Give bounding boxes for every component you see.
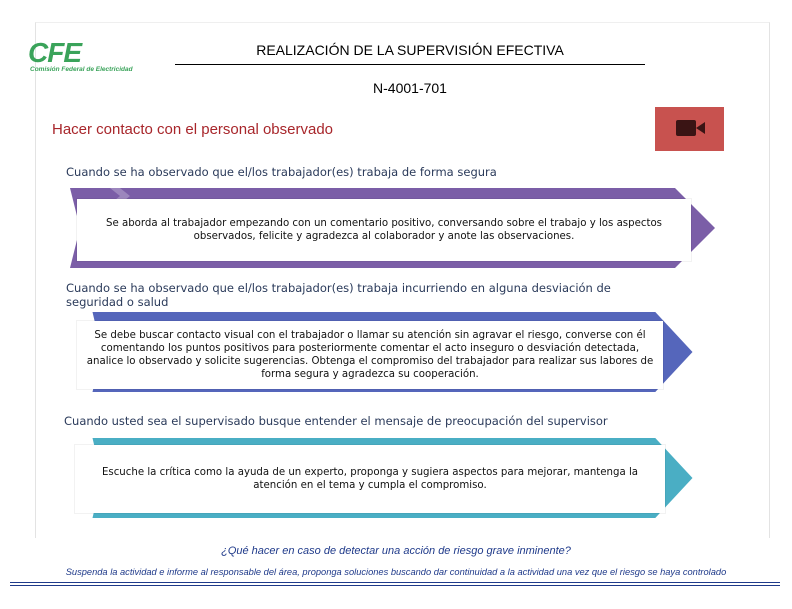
document-title: REALIZACIÓN DE LA SUPERVISIÓN EFECTIVA (256, 42, 564, 58)
case-label-deviation: Cuando se ha observado que el/los trabajador(es) trabaja incurriendo en alguna desviación de seguridad o salud (66, 281, 611, 309)
document-code: N-4001-701 (373, 80, 447, 96)
title-divider (175, 64, 645, 65)
cfe-logo (28, 37, 133, 78)
logo-subtitle: Comisión Federal de Electricidad (30, 66, 133, 73)
footer-divider-2 (10, 585, 780, 586)
case-label-supervised: Cuando usted sea el supervisado busque entender el mensaje de preocupación del supervisor (64, 414, 608, 428)
case-label-safe: Cuando se ha observado que el/los trabajador(es) trabaja de forma segura (66, 165, 497, 179)
footer-question: ¿Qué hacer en caso de detectar una acción de riesgo grave inminente? (221, 545, 571, 557)
footer-divider (10, 582, 780, 583)
case-text-supervised: Escuche la crítica como la ayuda de un experto, proponga y sugiera aspectos para mejorar, mantenga la atención en el tema y cumpla el compromiso. (75, 445, 665, 513)
case-text-safe: Se aborda al trabajador empezando con un comentario positivo, conversando sobre el trabajo y los aspectos observados, felicite y agradezca al colaborador y anote las observaciones. (77, 199, 691, 261)
footer-answer: Suspenda la actividad e informe al responsable del área, proponga soluciones buscando dar continuidad a la actividad una vez que el riesgo se haya controlado (65, 567, 727, 577)
section-title: Hacer contacto con el personal observado (52, 121, 334, 138)
video-button[interactable] (655, 107, 724, 151)
case-text-deviation: Se debe buscar contacto visual con el trabajador o llamar su atención sin agravar el riesgo, converse con él comentando los puntos positivos para posteriormente comentar el acto inseguro o desviación detectada, analice lo observado y solicite sugerencias. Obtenga el compromiso del trabajador para realizar sus labores de forma segura y agradezca su cooperación. (77, 321, 663, 389)
logo-text: CFE (28, 37, 81, 68)
